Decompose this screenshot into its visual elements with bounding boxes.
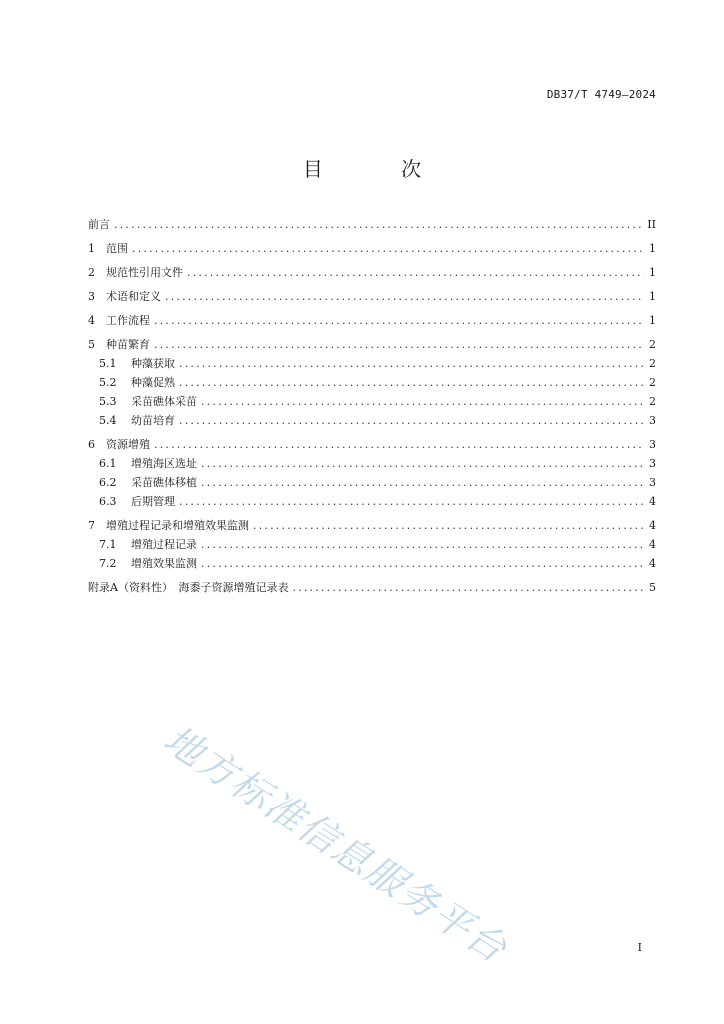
toc-dot-leader [179,355,644,373]
toc-entry-title: 资源增殖 [106,438,150,451]
toc-entry-title: 种藻促熟 [131,376,175,389]
toc-entry-number: 6.3 [99,495,117,508]
toc-entry-page: 2 [649,376,656,389]
toc-entry[interactable] [88,579,656,597]
toc-dot-leader [201,455,644,473]
toc-entry-number: 6 [88,438,95,451]
toc-entry[interactable] [88,536,656,554]
document-code: DB37/T 4749—2024 [546,88,656,101]
toc-entry[interactable] [88,474,656,492]
toc-dot-leader [201,555,644,573]
toc-entry-page: 2 [649,357,656,370]
toc-title: 目 次 [302,157,458,181]
toc-entry-page: 2 [649,338,656,351]
toc-entry-number: 7 [88,519,95,532]
toc-entry[interactable] [88,493,656,511]
toc-entry-number: 1 [88,242,95,255]
toc-entry-page: 5 [649,581,656,594]
toc-entry[interactable] [88,216,656,234]
toc-entry[interactable] [88,312,656,330]
toc-dot-leader [292,579,644,597]
toc-dot-leader [201,536,644,554]
toc-dot-leader [132,240,644,258]
toc-entry-title: 采苗礁体采苗 [131,395,197,408]
toc-entry-page: 1 [649,242,656,255]
toc-entry[interactable] [88,455,656,473]
toc-entry-title: 采苗礁体移植 [131,476,197,489]
toc-dot-leader [179,412,644,430]
toc-entry-title: 种藻获取 [131,357,175,370]
toc-entry[interactable] [88,240,656,258]
toc-entry-title: 后期管理 [131,495,175,508]
toc-entry-number: 3 [88,290,95,303]
toc-entry-page: 3 [649,438,656,451]
toc-entry-title: 附录A（资料性） 海黍子资源增殖记录表 [88,581,289,594]
page-number: I [637,941,642,954]
toc-entry-page: 1 [649,290,656,303]
toc-entry-number: 5.4 [99,414,117,427]
toc-entry-title: 幼苗培育 [131,414,175,427]
toc-entry-title: 前言 [88,218,110,231]
toc-entry-page: 4 [649,557,656,570]
toc-dot-leader [179,374,644,392]
toc-dot-leader [154,336,644,354]
toc-entry-page: 1 [649,314,656,327]
toc-dot-leader [201,393,644,411]
toc-entry-title: 增殖海区选址 [131,457,197,470]
toc-dot-leader [114,216,643,234]
toc-entry-number: 5.2 [99,376,117,389]
toc-entry-title: 范围 [106,242,128,255]
toc-entry[interactable] [88,336,656,354]
toc-entry-title: 增殖效果监测 [131,557,197,570]
toc-entry-number: 6.1 [99,457,117,470]
toc-entry-number: 7.2 [99,557,117,570]
toc-entry-number: 7.1 [99,538,117,551]
toc-entry-page: 3 [649,476,656,489]
toc-entry[interactable] [88,355,656,373]
toc-entry-page: II [647,218,656,231]
toc-entry[interactable] [88,393,656,411]
toc-entry-page: 4 [649,538,656,551]
toc-entry-title: 规范性引用文件 [106,266,183,279]
toc-dot-leader [179,493,644,511]
toc-entry-number: 4 [88,314,95,327]
watermark: 地方标准信息服务平台 [156,716,516,972]
toc-entry[interactable] [88,517,656,535]
toc-entry[interactable] [88,412,656,430]
toc-entry-page: 3 [649,457,656,470]
toc-entry-title: 增殖过程记录和增殖效果监测 [106,519,249,532]
toc-entry-number: 5.3 [99,395,117,408]
toc-entry[interactable] [88,374,656,392]
toc-dot-leader [201,474,644,492]
toc-entry-title: 工作流程 [106,314,150,327]
toc-entry-title: 增殖过程记录 [131,538,197,551]
toc-entry-page: 4 [649,495,656,508]
toc-dot-leader [253,517,644,535]
toc-entry-page: 1 [649,266,656,279]
toc-entry-number: 5 [88,338,95,351]
toc-entry[interactable] [88,436,656,454]
toc-dot-leader [187,264,644,282]
toc-entry-page: 4 [649,519,656,532]
toc-entry-title: 术语和定义 [106,290,161,303]
toc-entry-title: 种苗繁育 [106,338,150,351]
toc-entry-number: 2 [88,266,95,279]
toc-entry[interactable] [88,264,656,282]
toc-entry-page: 3 [649,414,656,427]
toc-dot-leader [154,436,644,454]
toc-entry[interactable] [88,288,656,306]
toc-entry-page: 2 [649,395,656,408]
toc-dot-leader [154,312,644,330]
toc-dot-leader [165,288,644,306]
toc-entry[interactable] [88,555,656,573]
toc-entry-number: 6.2 [99,476,117,489]
table-of-contents [88,216,656,597]
toc-entry-number: 5.1 [99,357,117,370]
